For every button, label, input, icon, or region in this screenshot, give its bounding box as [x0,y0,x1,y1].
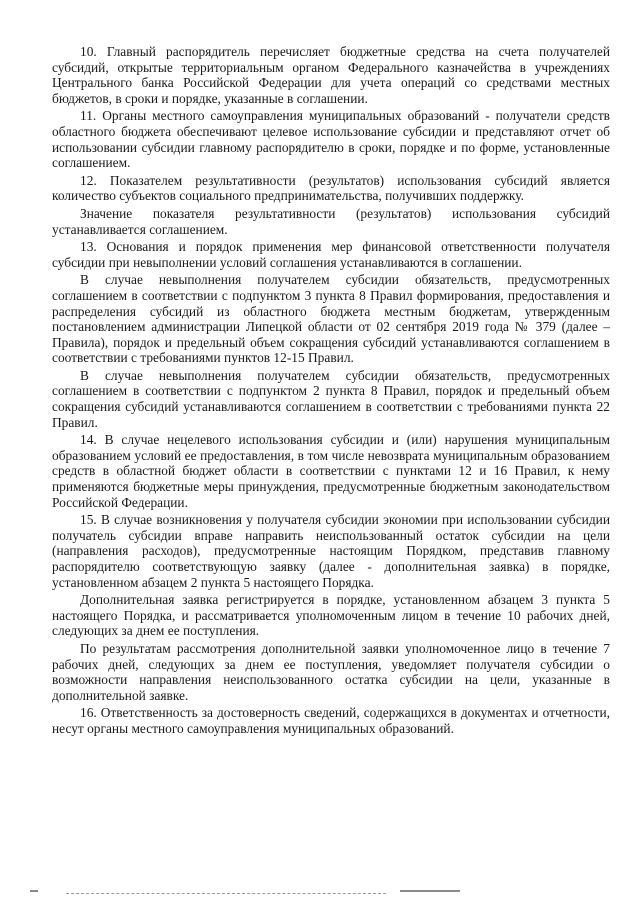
paragraph-13-case-2: В случае невыполнения получателем субсидии обязательств, предусмотренных соглашением в соответствии с подпунктом 2 пункта 8 Правил, порядок и предельный объем сокращения субсидий устанавливаются соглашением в соответствии с требованиями пункта 22 Правил. [52,367,610,430]
scan-artifact-mark [30,890,38,892]
paragraph-14: 14. В случае нецелевого использования субсидии и (или) нарушения муниципальным образованием условий ее предоставления, в том числе невозврата муниципальным образованием средств в областной бюджет области в соответствии с пунктами 12 и 16 Правил, к нему применяются бюджетные меры принуждения, предусмотренные бюджетным законодательством Российской Федерации. [52,432,610,510]
paragraph-12-value: Значение показателя результативности (результатов) использования субсидий устанавливается соглашением. [52,205,610,237]
paragraph-12: 12. Показателем результативности (результатов) использования субсидий является количество субъектов социального предпринимательства, получивших поддержку. [52,172,610,204]
scan-artifact-mark [400,890,460,892]
paragraph-13-case-1: В случае невыполнения получателем субсидии обязательств, предусмотренных соглашением в соответствии с подпунктом 3 пункта 8 Правил формирования, предоставления и распределения субсидий из областного бюджета местным бюджетам, утвержденным постановлением администрации Липецкой области от 02 сентября 2019 года № 379 (далее – Правила), порядок и предельный объем сокращения субсидий устанавливаются соглашением в соответствии с требованиями пунктов 12-15 Правил. [52,272,610,366]
paragraph-15: 15. В случае возникновения у получателя субсидии экономии при использовании субсидии получатель субсидии вправе направить неиспользованный остаток субсидии на цели (направления расходов), предусмотренные настоящим Порядком, представив главному распорядителю соответствующую заявку (далее - дополнительная заявка) в порядке, установленном абзацем 2 пункта 5 настоящего Порядка. [52,512,610,590]
paragraph-10: 10. Главный распорядитель перечисляет бюджетные средства на счета получателей субсидий, открытые территориальным органом Федерального казначейства в учреждениях Центрального банка Российской Федерации для учета операций со средствами местных бюджетов, в сроки и порядке, указанные в соглашении. [52,44,610,106]
paragraph-16: 16. Ответственность за достоверность сведений, содержащихся в документах и отчетности, несут органы местного самоуправления муниципальных образований. [52,705,610,736]
paragraph-11: 11. Органы местного самоуправления муниципальных образований - получатели средств областного бюджета обеспечивают целевое использование субсидии и представляют отчет об использовании субсидии главному распорядителю в сроки, порядке и по форме, установленные соглашением. [52,108,610,171]
paragraph-15-registration: Дополнительная заявка регистрируется в порядке, установленном абзацем 3 пункта 5 настоящего Порядка, и рассматривается уполномоченным лицом в течение 10 рабочих дней, следующих за днем ее поступления. [52,592,610,639]
paragraph-15-result: По результатам рассмотрения дополнительной заявки уполномоченное лицо в течение 7 рабочих дней, следующих за днем ее поступления, уведомляет получателя субсидии о возможности направления неиспользованного остатка субсидии на цели, указанные в дополнительной заявке. [52,640,610,703]
document-page [52,44,610,737]
scan-artifact-line [66,893,386,894]
paragraph-13: 13. Основания и порядок применения мер финансовой ответственности получателя субсидии при невыполнении условий соглашения устанавливаются в соглашении. [52,239,610,270]
